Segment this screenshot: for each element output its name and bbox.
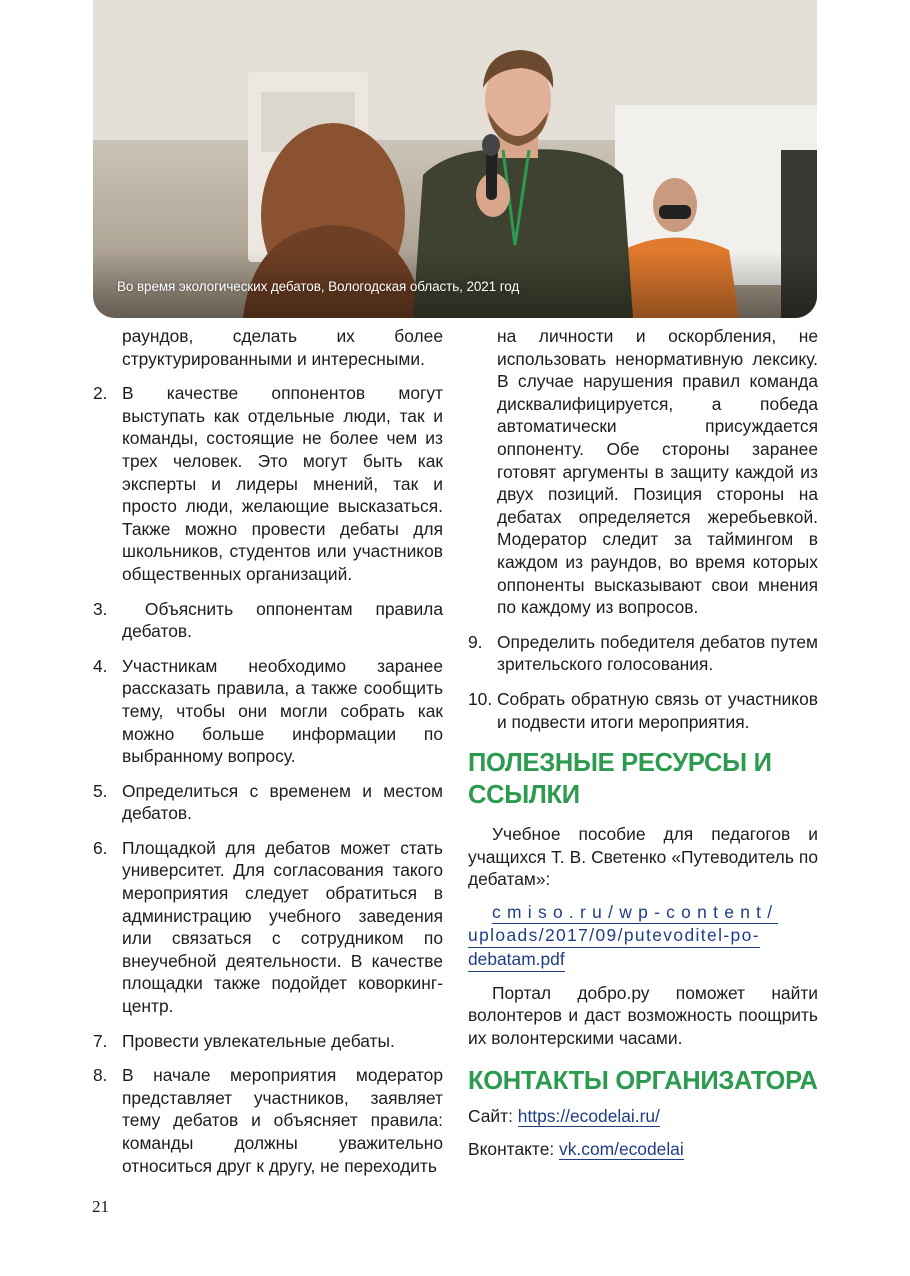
list-item <box>468 688 818 733</box>
list-item <box>93 382 443 585</box>
site-contact <box>468 1105 818 1128</box>
contacts-heading: КОНТАКТЫ ОРГАНИЗАТОРА <box>468 1067 818 1096</box>
resources-text: Портал добро.ру поможет найти волонтеров и даст возможность поощрить их волонтерскими часами. <box>468 982 818 1048</box>
list-item <box>93 655 443 768</box>
list-text: В начале мероприятия модератор представляет участников, заявляет тему дебатов и объясняет правила: команды должны уважительно относиться друг к другу, не переходить <box>122 1065 443 1176</box>
event-photo <box>93 0 817 318</box>
photo-caption: Во время экологических дебатов, Вологодская область, 2021 год <box>117 279 520 294</box>
continued-paragraph: раундов, сделать их более структурированными и интересными. <box>122 326 443 369</box>
right-column <box>468 325 818 1161</box>
list-item <box>93 837 443 1018</box>
list-number: 9. <box>468 631 483 652</box>
list-number: 3. <box>93 598 108 619</box>
resources-link-line[interactable]: debatam.pdf <box>468 948 565 972</box>
list-item <box>93 598 448 643</box>
vk-label: Вконтакте: <box>468 1139 560 1160</box>
resources-link-line[interactable]: cmiso.ru/wp-content/ <box>492 901 778 925</box>
list-item <box>93 1030 443 1053</box>
list-text: Участникам необходимо заранее рассказать правила, а также сообщить тему, чтобы они могли собрать как можно больше информации по выбранному вопросу. <box>122 655 443 767</box>
list-item <box>93 1064 443 1177</box>
left-column <box>93 325 448 1177</box>
vk-link[interactable]: vk.com/ecodelai <box>559 1139 684 1160</box>
list-text: Объяснить оппонентам правила дебатов. <box>122 598 448 642</box>
list-number: 4. <box>93 655 108 676</box>
list-text: Определиться с временем и местом дебатов. <box>122 780 443 824</box>
list-number: 2. <box>93 383 108 404</box>
resources-link-line[interactable]: uploads/2017/09/putevoditel-po- <box>468 924 760 948</box>
list-number: 10. <box>468 688 493 709</box>
site-link[interactable]: https://ecodelai.ru/ <box>517 1106 660 1127</box>
list-text: Определить победителя дебатов путем зрительского голосования. <box>497 631 818 675</box>
resources-link[interactable] <box>468 901 818 972</box>
list-number: 7. <box>93 1030 108 1051</box>
list-text: Провести увлекательные дебаты. <box>122 1030 395 1051</box>
list-text: Собрать обратную связь от участников и подвести итоги мероприятия. <box>497 688 818 732</box>
page-number: 21 <box>92 1197 109 1216</box>
site-label: Сайт: <box>468 1106 518 1127</box>
debate-scene-illustration <box>93 0 817 318</box>
resources-text: Учебное пособие для педагогов и учащихся Т. В. Светенко «Путеводитель по дебатам»: <box>468 824 818 890</box>
list-item <box>468 631 818 676</box>
list-number: 5. <box>93 780 108 801</box>
vk-contact <box>468 1138 818 1161</box>
continued-paragraph: на личности и оскорбления, не использовать ненормативную лексику. В случае нарушения правил команда дисквалифицируется, а победа автоматически присуждается оппоненту. Обе стороны заранее готовят аргументы в защиту каждой из двух позиций. Позиция стороны на дебатах определяется жеребьевкой. Модератор следит за таймингом в каждом из раундов, во время которых оппоненты высказывают свои мнения по каждому из вопросов. <box>497 326 818 618</box>
list-number: 8. <box>93 1065 108 1086</box>
list-text: Площадкой для дебатов может стать университет. Для согласования такого мероприятия следует обратиться в администрацию учебного заведения или связаться с сотрудником по внеучебной деятельности. В качестве площадки также подойдет коворкинг-центр. <box>122 837 443 1017</box>
resources-heading: ПОЛЕЗНЫЕ РЕСУРСЫ И ССЫЛКИ <box>468 749 772 810</box>
list-text: В качестве оппонентов могут выступать как отдельные люди, так и команды, состоящие не более чем из трех человек. Это могут быть как эксперты и лидеры мнений, так и просто люди, желающие высказаться. Также можно провести дебаты для школьников, студентов или участников общественных организаций. <box>122 383 443 584</box>
list-number: 6. <box>93 837 108 858</box>
list-item <box>93 780 443 825</box>
